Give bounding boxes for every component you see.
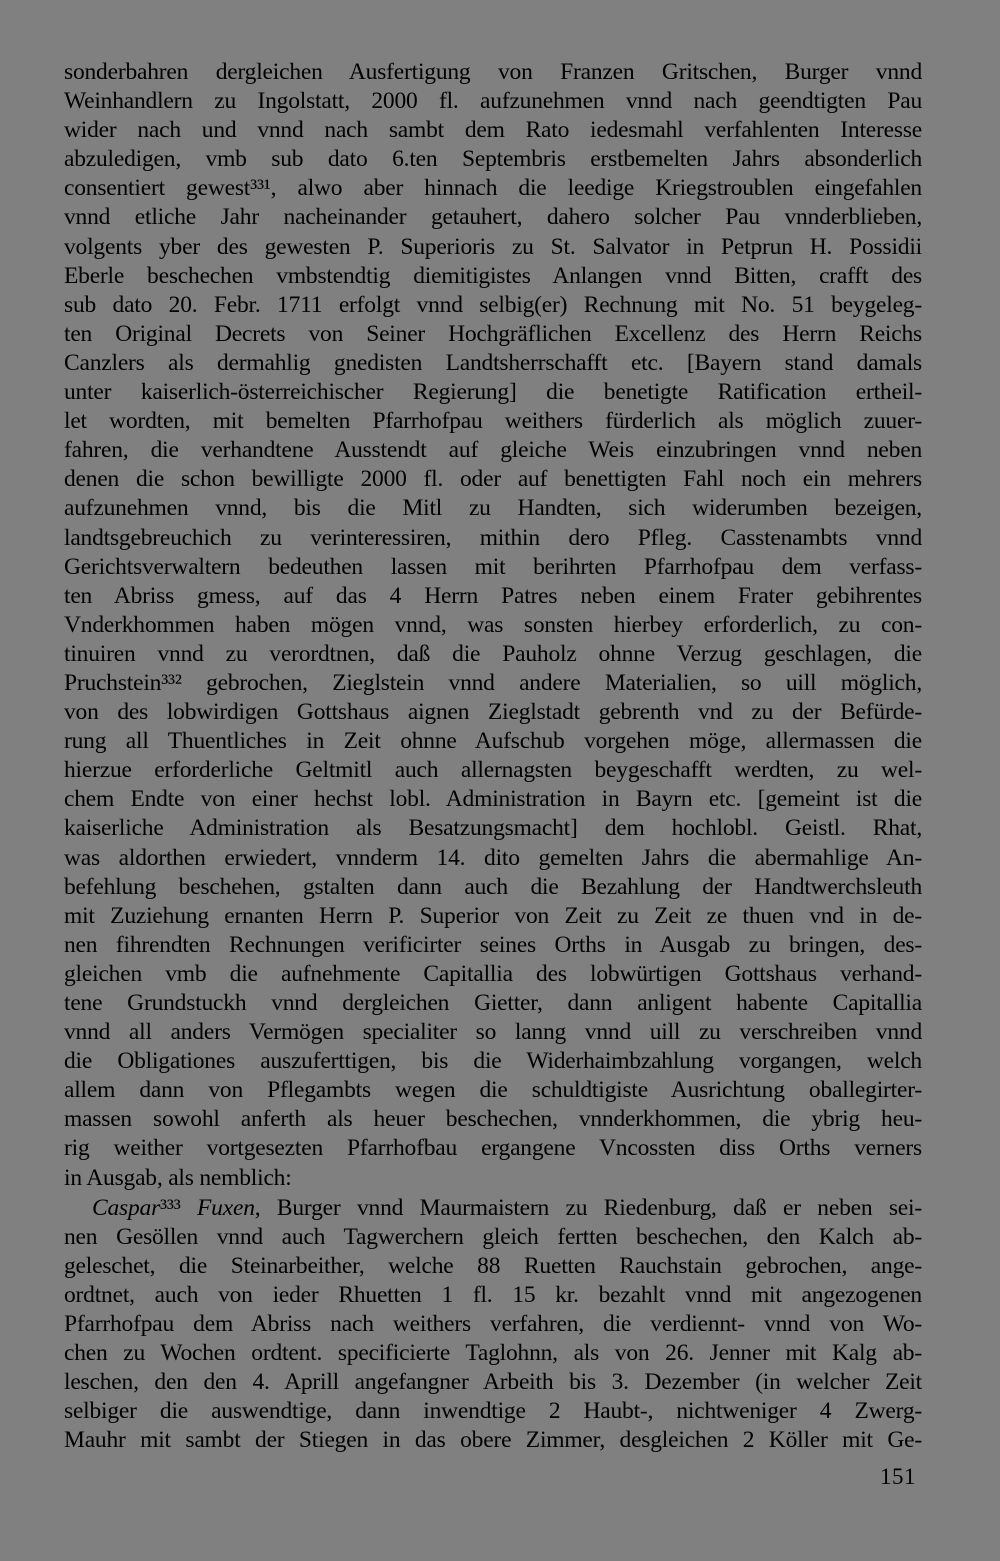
text-line: leschen, den den 4. Aprill angefangner Arbeith bis 3. Dezember (in welcher Zeit	[64, 1369, 922, 1396]
text-line: consentiert gewest³³¹, alwo aber hinnach die leedige Kriegstroublen eingefahlen	[64, 175, 922, 202]
text-line: fahren, die verhandtene Ausstendt auf gleiche Weis einzubringen vnnd neben	[64, 437, 922, 464]
text-line: nen Gesöllen vnnd auch Tagwerchern gleich fertten beschechen, den Kalch ab-	[64, 1223, 922, 1250]
text-line: Pruchstein³³² gebrochen, Zieglstein vnnd andere Materialien, so uill möglich,	[64, 669, 922, 696]
text-line: ten Abriss gmess, auf das 4 Herrn Patres neben einem Frater gebihrentes	[64, 582, 922, 609]
text-line: ordtnet, auch von ieder Rhuetten 1 fl. 15 kr. bezahlt vnnd mit angezogenen	[64, 1281, 922, 1308]
text-line: rig weither vortgesezten Pfarrhofbau ergangene Vncossten diss Orths verners	[64, 1135, 922, 1162]
text-line: Vnderkhommen haben mögen vnnd, was sonsten hierbey erforderlich, zu con-	[64, 611, 922, 638]
text-line: rung all Thuentliches in Zeit ohnne Aufschub vorgehen möge, allermassen die	[64, 728, 922, 755]
text-line: sonderbahren dergleichen Ausfertigung von Franzen Gritschen, Burger vnnd	[64, 59, 922, 85]
text-line: tene Grundstuckh vnnd dergleichen Gietter, dann anligent habente Capitallia	[64, 990, 922, 1016]
text-line: Canzlers als dermahlig gnedisten Landtsherrschafft etc. [Bayern stand damals	[64, 349, 922, 376]
text-line: Gerichtsverwaltern bedeuthen lassen mit berihrten Pfarrhofpau dem verfass-	[64, 553, 922, 580]
text-line: wider nach und vnnd nach sambt dem Rato iedesmahl verfahlenten Interesse	[64, 117, 922, 144]
text-line: landtsgebreuchich zu verinteressiren, mithin dero Pfleg. Casstenambts vnnd	[64, 524, 922, 551]
paragraph	[64, 58, 922, 1193]
text-line: allem dann von Pflegambts wegen die schuldtigiste Ausrichtung oballegirter-	[64, 1077, 922, 1104]
text-line: selbiger die auswendtige, dann inwendtige 2 Haubt-, nichtweniger 4 Zwerg-	[64, 1398, 922, 1425]
text-line: hierzue erforderliche Geltmitl auch allernagsten beygeschafft werdten, zu wel-	[64, 757, 922, 784]
text-line: vnnd all anders Vermögen specialiter so lanng vnnd uill zu verschreiben vnnd	[64, 1019, 922, 1046]
paragraph	[64, 1194, 922, 1456]
text-line: volgents yber des gewesten P. Superioris zu St. Salvator in Petprun H. Possidii	[64, 233, 922, 260]
text-line: let wordten, mit bemelten Pfarrhofpau weithers fürderlich als möglich zuuer-	[64, 408, 922, 435]
text-line: in Ausgab, als nemblich:	[64, 1164, 292, 1191]
text-line: tinuiren vnnd zu verordtnen, daß die Pauholz ohnne Verzug geschlagen, die	[64, 640, 922, 667]
text-line: mit Zuziehung ernanten Herrn P. Superior von Zeit zu Zeit ze thuen vnd in de-	[64, 902, 922, 929]
text-line: chem Endte von einer hechst lobl. Administration in Bayrn etc. [gemeint ist die	[64, 786, 922, 813]
text-line: geleschet, die Steinarbeither, welche 88 Ruetten Rauchstain gebrochen, ange-	[64, 1252, 922, 1279]
text-line: nen fihrendten Rechnungen verificirter seines Orths in Ausgab zu bringen, des-	[64, 931, 922, 958]
text-line: was aldorthen erwiedert, vnnderm 14. dito gemelten Jahrs die abermahlige An-	[64, 844, 922, 871]
body-text	[64, 58, 922, 1456]
text-line: von des lobwirdigen Gottshaus aignen Zieglstadt gebrenth vnd zu der Befürde-	[64, 699, 922, 726]
text-line: massen sowohl anferth als heuer beschechen, vnnderkhommen, die ybrig heu-	[64, 1106, 922, 1133]
text-line: aufzunehmen vnnd, bis die Mitl zu Handten, sich widerumben bezeigen,	[64, 495, 922, 522]
text-line: Caspar³³³ Fuxen, Burger vnnd Maurmaistern zu Riedenburg, daß er neben sei-	[92, 1194, 922, 1221]
text-line: die Obligationes auszuferttigen, bis die Widerhaimbzahlung vorgangen, welch	[64, 1048, 922, 1075]
text-line: abzuledigen, vmb sub dato 6.ten Septembris erstbemelten Jahrs absonderlich	[64, 146, 922, 173]
text-line: sub dato 20. Febr. 1711 erfolgt vnnd selbig(er) Rechnung mit No. 51 beygeleg-	[64, 291, 922, 318]
text-line: kaiserliche Administration als Besatzungsmacht] dem hochlobl. Geistl. Rhat,	[64, 815, 922, 842]
text-line: Weinhandlern zu Ingolstatt, 2000 fl. aufzunehmen vnnd nach geendtigten Pau	[64, 88, 922, 115]
text-line: chen zu Wochen ordtent. specificierte Taglohnn, als von 26. Jenner mit Kalg ab-	[64, 1340, 922, 1367]
text-line: Eberle beschechen vmbstendtig diemitigistes Anlangen vnnd Bitten, crafft des	[64, 262, 922, 289]
text-line: Pfarrhofpau dem Abriss nach weithers verfahren, die verdiennt- vnnd von Wo-	[64, 1311, 922, 1338]
text-line: unter kaiserlich-österreichischer Regierung] die benetigte Ratification ertheil-	[64, 379, 922, 406]
text-line: vnnd etliche Jahr nacheinander getauhert, dahero solcher Pau vnnderblieben,	[64, 204, 922, 231]
text-line: befehlung beschehen, gstalten dann auch die Bezahlung der Handtwerchsleuth	[64, 873, 922, 900]
text-line: gleichen vmb die aufnehmente Capitallia des lobwürtigen Gottshaus verhand-	[64, 960, 922, 987]
text-line: denen die schon bewilligte 2000 fl. oder auf benettigten Fahl noch ein mehrers	[64, 466, 922, 493]
text-line: Mauhr mit sambt der Stiegen in das obere Zimmer, desgleichen 2 Köller mit Ge-	[64, 1427, 922, 1454]
text-line: ten Original Decrets von Seiner Hochgräflichen Excellenz des Herrn Reichs	[64, 320, 922, 347]
page-number: 151	[880, 1464, 916, 1489]
